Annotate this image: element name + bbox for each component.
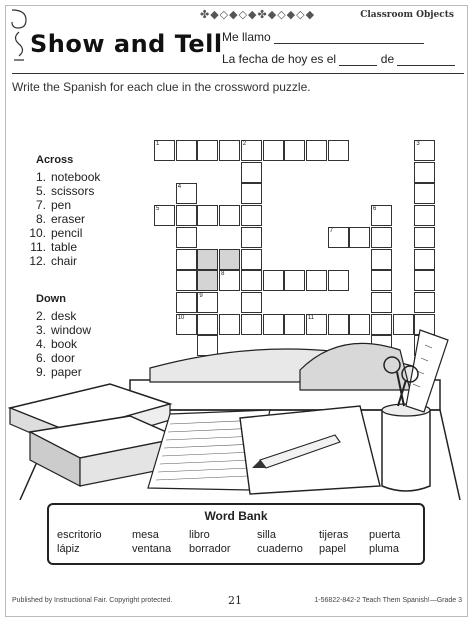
page-number: 21 xyxy=(228,594,242,607)
crossword-cell[interactable] xyxy=(306,140,327,161)
word-bank-word: lápiz xyxy=(57,543,80,555)
corner-ornament-icon xyxy=(8,6,30,66)
footer-publisher: Published by Instructional Fair. Copyright protected. xyxy=(12,597,173,604)
crossword-cell[interactable] xyxy=(284,270,305,291)
crossword-cell[interactable] xyxy=(176,205,197,226)
clue-number: 9 xyxy=(199,292,203,299)
crossword-cell[interactable] xyxy=(328,227,349,248)
page-title: Show and Tell xyxy=(30,30,223,58)
crossword-cell[interactable] xyxy=(219,205,240,226)
crossword-cell[interactable] xyxy=(349,227,370,248)
word-bank-word: libro xyxy=(189,529,210,541)
crossword-cell[interactable] xyxy=(414,249,435,270)
across-heading: Across xyxy=(36,154,74,166)
clue-number: 10 xyxy=(177,314,185,321)
crossword-cell[interactable] xyxy=(371,249,392,270)
clue-number: 2 xyxy=(242,141,247,147)
word-bank-word: pluma xyxy=(369,543,399,555)
clue-number: 1 xyxy=(156,141,160,147)
clue-number: 6 xyxy=(373,206,377,213)
down-clue: 9. paper xyxy=(35,365,82,379)
name-label: Me llamo xyxy=(222,30,271,44)
word-bank-word: silla xyxy=(257,529,276,541)
name-field[interactable] xyxy=(222,30,455,66)
down-heading: Down xyxy=(36,293,66,305)
word-bank xyxy=(47,503,425,565)
crossword-cell[interactable] xyxy=(176,140,197,161)
instructions: Write the Spanish for each clue in the crossword puzzle. xyxy=(12,80,311,94)
crossword-cell[interactable] xyxy=(241,227,262,248)
crossword-cell[interactable] xyxy=(219,249,240,270)
crossword-cell[interactable] xyxy=(176,249,197,270)
crossword-cell[interactable] xyxy=(241,205,262,226)
word-bank-word: puerta xyxy=(369,529,401,541)
crossword-cell[interactable] xyxy=(197,249,218,270)
crossword-cell[interactable] xyxy=(328,140,349,161)
clue-number: 11 xyxy=(307,314,315,321)
across-clue: 12. chair xyxy=(29,254,78,268)
word-bank-title: Word Bank xyxy=(204,509,268,523)
crossword-cell[interactable] xyxy=(241,183,262,204)
clue-number: 5 xyxy=(156,206,160,213)
crossword-cell[interactable] xyxy=(241,140,262,161)
crossword-cell[interactable] xyxy=(241,249,262,270)
crossword-cell[interactable] xyxy=(197,140,218,161)
word-bank-word: tijeras xyxy=(319,529,349,541)
section-label: Classroom Objects xyxy=(360,10,454,20)
crossword-cell[interactable] xyxy=(176,183,197,204)
crossword-cell[interactable] xyxy=(414,140,435,161)
across-clue: 10. pencil xyxy=(29,226,83,240)
clue-number: 3 xyxy=(416,141,420,147)
crossword-cell[interactable] xyxy=(414,227,435,248)
word-bank-word: papel xyxy=(319,543,346,555)
across-clue: 5. scissors xyxy=(35,184,95,198)
word-bank-word: mesa xyxy=(132,529,159,541)
across-clue: 1. notebook xyxy=(35,170,101,184)
crossword-cell[interactable] xyxy=(241,162,262,183)
across-clue: 11. table xyxy=(30,240,78,254)
clue-number: 4 xyxy=(177,184,182,191)
crossword-cell[interactable] xyxy=(328,270,349,291)
crossword-cell[interactable] xyxy=(263,270,284,291)
crossword-cell[interactable] xyxy=(306,270,327,291)
clue-number: 8 xyxy=(221,271,225,278)
down-clue: 4. book xyxy=(35,337,78,351)
crossword-cell[interactable] xyxy=(197,270,218,291)
down-clue: 2. desk xyxy=(35,309,77,323)
crossword-cell[interactable] xyxy=(154,140,175,161)
word-bank-word: cuaderno xyxy=(257,543,303,555)
crossword-cell[interactable] xyxy=(219,270,240,291)
clue-number: 7 xyxy=(329,227,333,234)
crossword-cell[interactable] xyxy=(414,162,435,183)
crossword-cell[interactable] xyxy=(414,205,435,226)
down-clue: 6. door xyxy=(35,351,76,365)
crossword-cell[interactable] xyxy=(263,140,284,161)
header-ornament-icon: ✤◆◇◆◇◆✤◆◇◆◇◆ xyxy=(200,8,316,21)
word-bank-word: borrador xyxy=(189,543,231,555)
classroom-illustration xyxy=(0,310,474,500)
word-bank-word: escritorio xyxy=(57,529,102,541)
crossword-cell[interactable] xyxy=(371,227,392,248)
crossword-cell[interactable] xyxy=(414,183,435,204)
across-clue: 7. pen xyxy=(35,198,72,212)
crossword-cell[interactable] xyxy=(197,205,218,226)
across-clue: 8. eraser xyxy=(35,212,86,226)
crossword-cell[interactable] xyxy=(371,270,392,291)
crossword-cell[interactable] xyxy=(219,140,240,161)
crossword-cell[interactable] xyxy=(241,270,262,291)
header-rule xyxy=(12,73,464,74)
date-de-label: de xyxy=(380,52,395,66)
crossword-cell[interactable] xyxy=(176,270,197,291)
crossword-cell[interactable] xyxy=(154,205,175,226)
date-label: La fecha de hoy es el xyxy=(222,52,337,66)
crossword-cell[interactable] xyxy=(371,205,392,226)
crossword-cell[interactable] xyxy=(176,227,197,248)
crossword-cell[interactable] xyxy=(414,270,435,291)
word-bank-word: ventana xyxy=(132,543,172,555)
footer-isbn: 1-56822-842-2 Teach Them Spanish!—Grade 3 xyxy=(314,597,462,604)
down-clue: 3. window xyxy=(35,323,92,337)
crossword-cell[interactable] xyxy=(284,140,305,161)
